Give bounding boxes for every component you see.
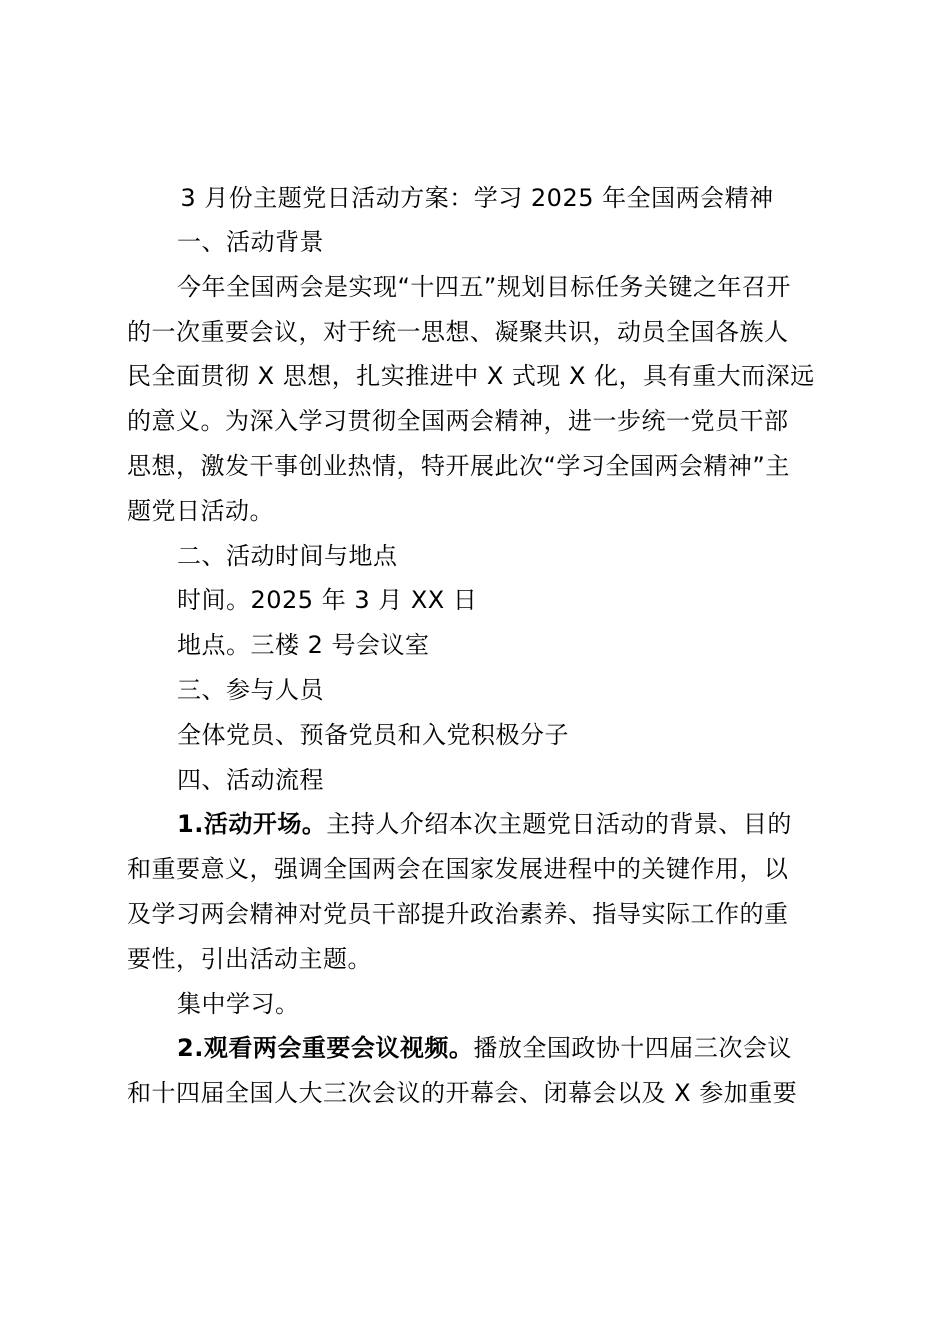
activity-time: 时间。2025 年 3 月 XX 日 — [177, 586, 478, 615]
paragraph-line — [127, 802, 827, 847]
section-heading-process: 四、活动流程 — [177, 765, 324, 794]
paragraph-line: 要性，引出活动主题。 — [127, 944, 372, 973]
process-item-1 — [127, 802, 827, 981]
focus-study-text: 集中学习。 — [177, 989, 300, 1018]
process-item-2 — [127, 1026, 827, 1116]
document-title: 3 月份主题党日活动方案：学习 2025 年全国两会精神 — [180, 184, 774, 212]
item-label: 2.观看两会重要会议视频。 — [177, 1034, 474, 1063]
paragraph-line: 和十四届全国人大三次会议的开幕会、闭幕会以及 X 参加重要 — [127, 1079, 798, 1108]
paragraph-line — [127, 1026, 827, 1071]
item-label: 1.活动开场。 — [177, 810, 327, 839]
paragraph-line: 及学习两会精神对党员干部提升政治素养、指导实际工作的重 — [127, 899, 789, 928]
background-paragraph — [127, 265, 827, 534]
paragraph-line: 的意义。为深入学习贯彻全国两会精神，进一步统一党员干部 — [127, 407, 789, 436]
document-body — [127, 176, 827, 1116]
paragraph-line: 和重要意义，强调全国两会在国家发展进程中的关键作用，以 — [127, 855, 789, 884]
paragraph-line: 的一次重要会议，对于统一思想、凝聚共识，动员全国各族人 — [127, 317, 789, 346]
section-heading-background: 一、活动背景 — [177, 228, 324, 256]
section-heading-participants: 三、参与人员 — [177, 675, 324, 704]
section-heading-time-place: 二、活动时间与地点 — [177, 541, 398, 570]
item-text: 播放全国政协十四届三次会议 — [473, 1034, 792, 1063]
item-text: 主持人介绍本次主题党日活动的背景、目的 — [326, 810, 792, 839]
participants-text: 全体党员、预备党员和入党积极分子 — [177, 720, 569, 749]
paragraph-line: 题党日活动。 — [127, 496, 274, 525]
paragraph-line: 思想，激发干事创业热情，特开展此次“学习全国两会精神”主 — [127, 451, 790, 480]
paragraph-line: 今年全国两会是实现“十四五”规划目标任务关键之年召开 — [177, 272, 791, 301]
activity-place: 地点。三楼 2 号会议室 — [177, 631, 430, 660]
paragraph-line: 民全面贯彻 X 思想，扎实推进中 X 式现 X 化，具有重大而深远 — [127, 362, 815, 391]
